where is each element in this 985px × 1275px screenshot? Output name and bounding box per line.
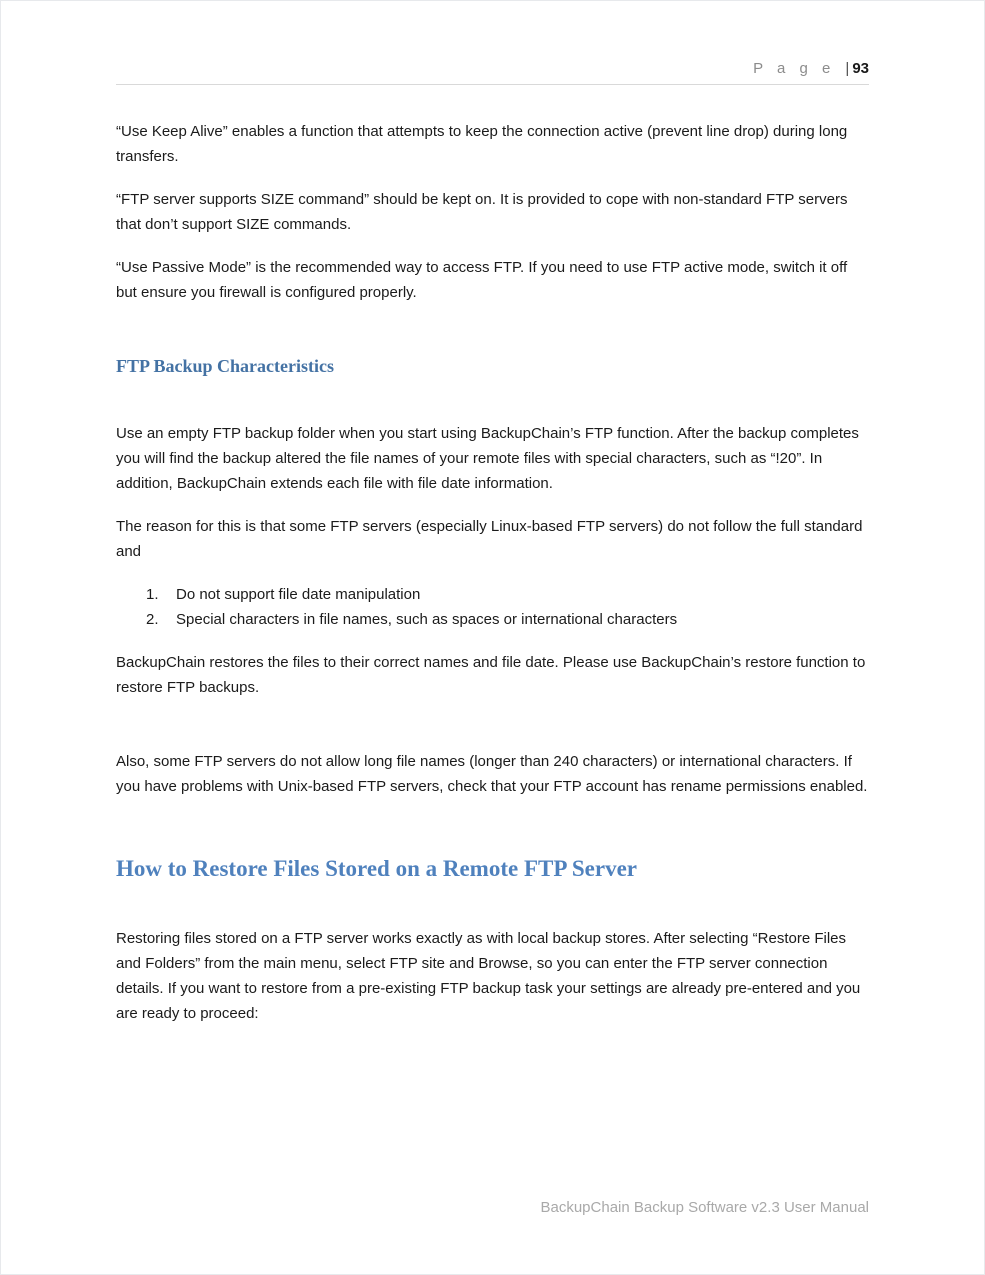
paragraph-keep-alive: “Use Keep Alive” enables a function that attempts to keep the connection active (prevent line drop) during long transfers. [116, 123, 848, 165]
paragraph-passive-mode: “Use Passive Mode” is the recommended way to access FTP. If you need to use FTP active mode, switch it off but ensure you firewall is configured properly. [116, 259, 848, 301]
paragraph-reason: The reason for this is that some FTP servers (especially Linux-based FTP servers) do not follow the full standard and [116, 518, 863, 560]
paragraph-restoring: Restoring files stored on a FTP server works exactly as with local backup stores. After selecting “Restore Files and Folders” from the main menu, select FTP site and Browse, so you can enter the FTP server connection details. If you want to restore from a pre-existing FTP backup task your settings are already pre-entered and you are ready to proceed: [116, 930, 861, 1022]
heading-how-to-restore: How to Restore Files Stored on a Remote FTP Server [116, 856, 638, 881]
page-footer [540, 1199, 869, 1216]
list-item-1-text: Do not support file date manipulation [176, 586, 421, 603]
page-header [116, 1, 869, 85]
page-number: 93 [852, 60, 869, 77]
page-header-separator: | [845, 60, 850, 77]
footer-text: BackupChain Backup Software v2.3 User Manual [540, 1199, 869, 1216]
paragraph-size-command: “FTP server supports SIZE command” should be kept on. It is provided to cope with non-standard FTP servers that don’t support SIZE commands. [116, 191, 848, 233]
ftp-limitations-list [116, 582, 869, 632]
paragraph-restores: BackupChain restores the files to their correct names and file date. Please use BackupChain’s restore function to restore FTP backups. [116, 654, 866, 696]
list-item-2-text: Special characters in file names, such as spaces or international characters [176, 611, 678, 628]
list-item-1-number: 1. [146, 586, 159, 603]
list-item-1 [116, 582, 869, 607]
paragraph-empty-folder: Use an empty FTP backup folder when you start using BackupChain’s FTP function. After the backup completes you will find the backup altered the file names of your remote files with special characters, such as “!20”. In addition, BackupChain extends each file with file date information. [116, 425, 859, 492]
heading-ftp-backup-characteristics: FTP Backup Characteristics [116, 356, 334, 376]
document-body [116, 119, 869, 1026]
list-item-2 [116, 607, 869, 632]
paragraph-long-names: Also, some FTP servers do not allow long file names (longer than 240 characters) or international characters. If you have problems with Unix-based FTP servers, check that your FTP account has rename permissions enabled. [116, 753, 868, 795]
list-item-2-number: 2. [146, 611, 159, 628]
page-header-label: P a g e [753, 60, 836, 77]
